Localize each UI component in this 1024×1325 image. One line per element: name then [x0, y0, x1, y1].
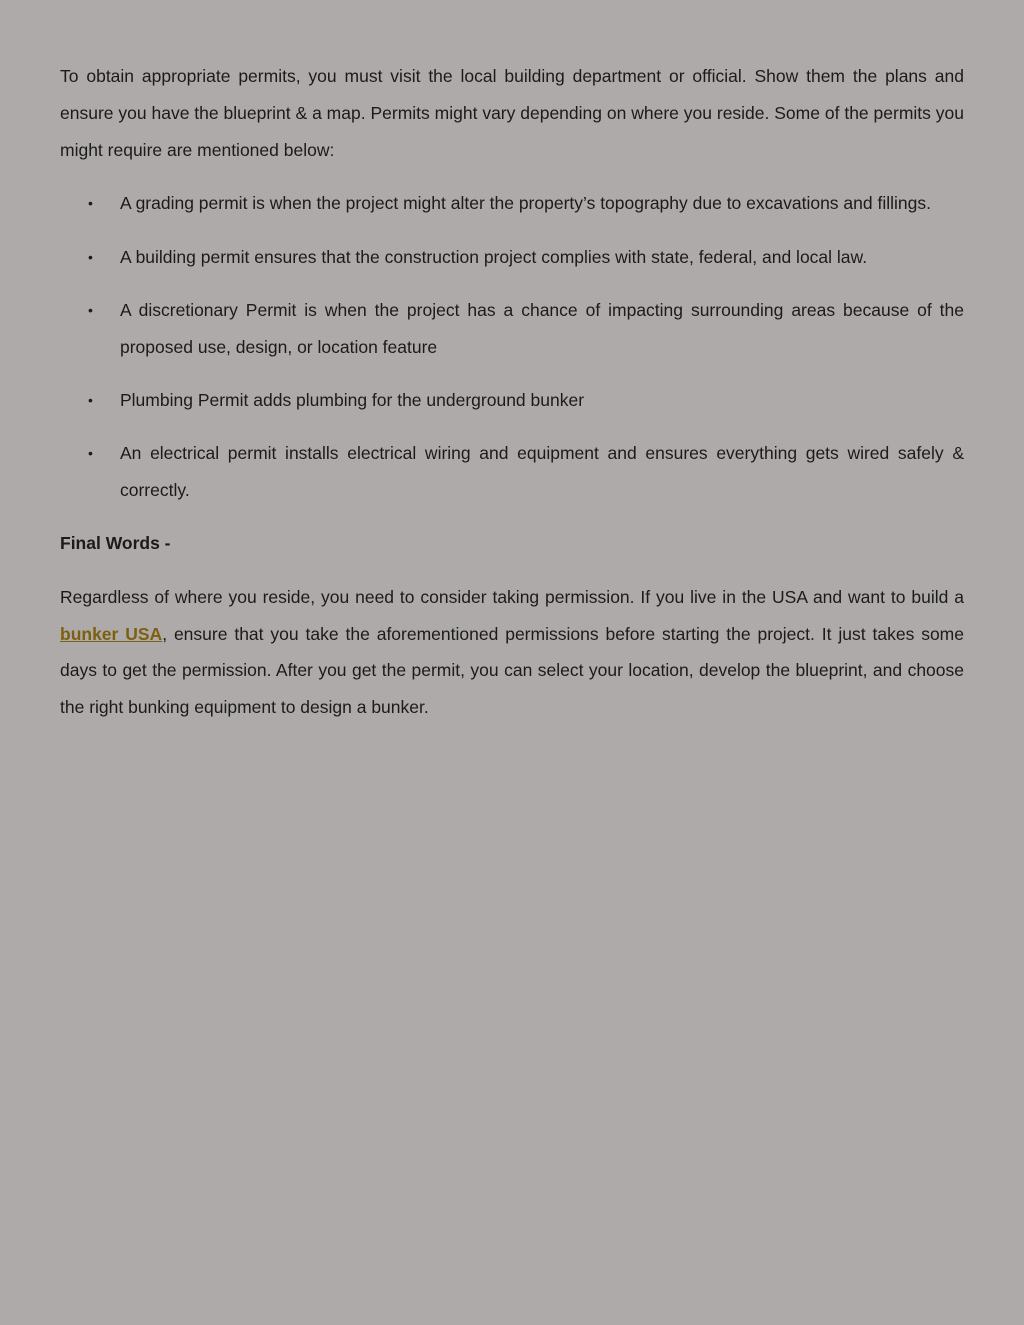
bullet-icon: •: [88, 248, 93, 265]
final-text-before-link: Regardless of where you reside, you need to consider taking permission. If you live in the USA and want to build a: [60, 586, 964, 607]
final-text-after-link: , ensure that you take the aforementioned permissions before starting the project. It just takes some days to get the permission. After you get the permit, you can select your location, develop the blueprint, and choose the right bunking equipment to design a bunker.: [60, 623, 964, 718]
final-words-heading: Final Words -: [60, 533, 171, 554]
bullet-icon: •: [88, 445, 93, 462]
list-item-text: A grading permit is when the project might alter the property’s topography due to excavations and fillings.: [120, 193, 931, 214]
list-item: [60, 185, 964, 222]
bullet-icon: •: [88, 392, 93, 409]
list-item: [60, 239, 964, 276]
document-page: [60, 58, 964, 726]
permit-list: [60, 185, 964, 509]
list-item-text: A discretionary Permit is when the project has a chance of impacting surrounding areas because of the proposed use, design, or location feature: [120, 299, 964, 357]
list-item: [60, 382, 964, 419]
intro-paragraph: To obtain appropriate permits, you must visit the local building department or official. Show them the plans and ensure you have the blueprint & a map. Permits might vary depending on where you reside. Some of the permits you might require are mentioned below:: [60, 66, 964, 160]
final-paragraph: [60, 579, 964, 726]
list-item: [60, 435, 964, 509]
bullet-icon: •: [88, 301, 93, 318]
list-item-text: Plumbing Permit adds plumbing for the underground bunker: [120, 390, 585, 411]
list-item: [60, 292, 964, 366]
bunker-usa-link[interactable]: bunker USA: [60, 623, 163, 644]
list-item-text: A building permit ensures that the construction project complies with state, federal, and local law.: [120, 246, 868, 267]
bullet-icon: •: [88, 195, 93, 212]
list-item-text: An electrical permit installs electrical wiring and equipment and ensures everything gets wired safely & correctly.: [120, 443, 964, 501]
